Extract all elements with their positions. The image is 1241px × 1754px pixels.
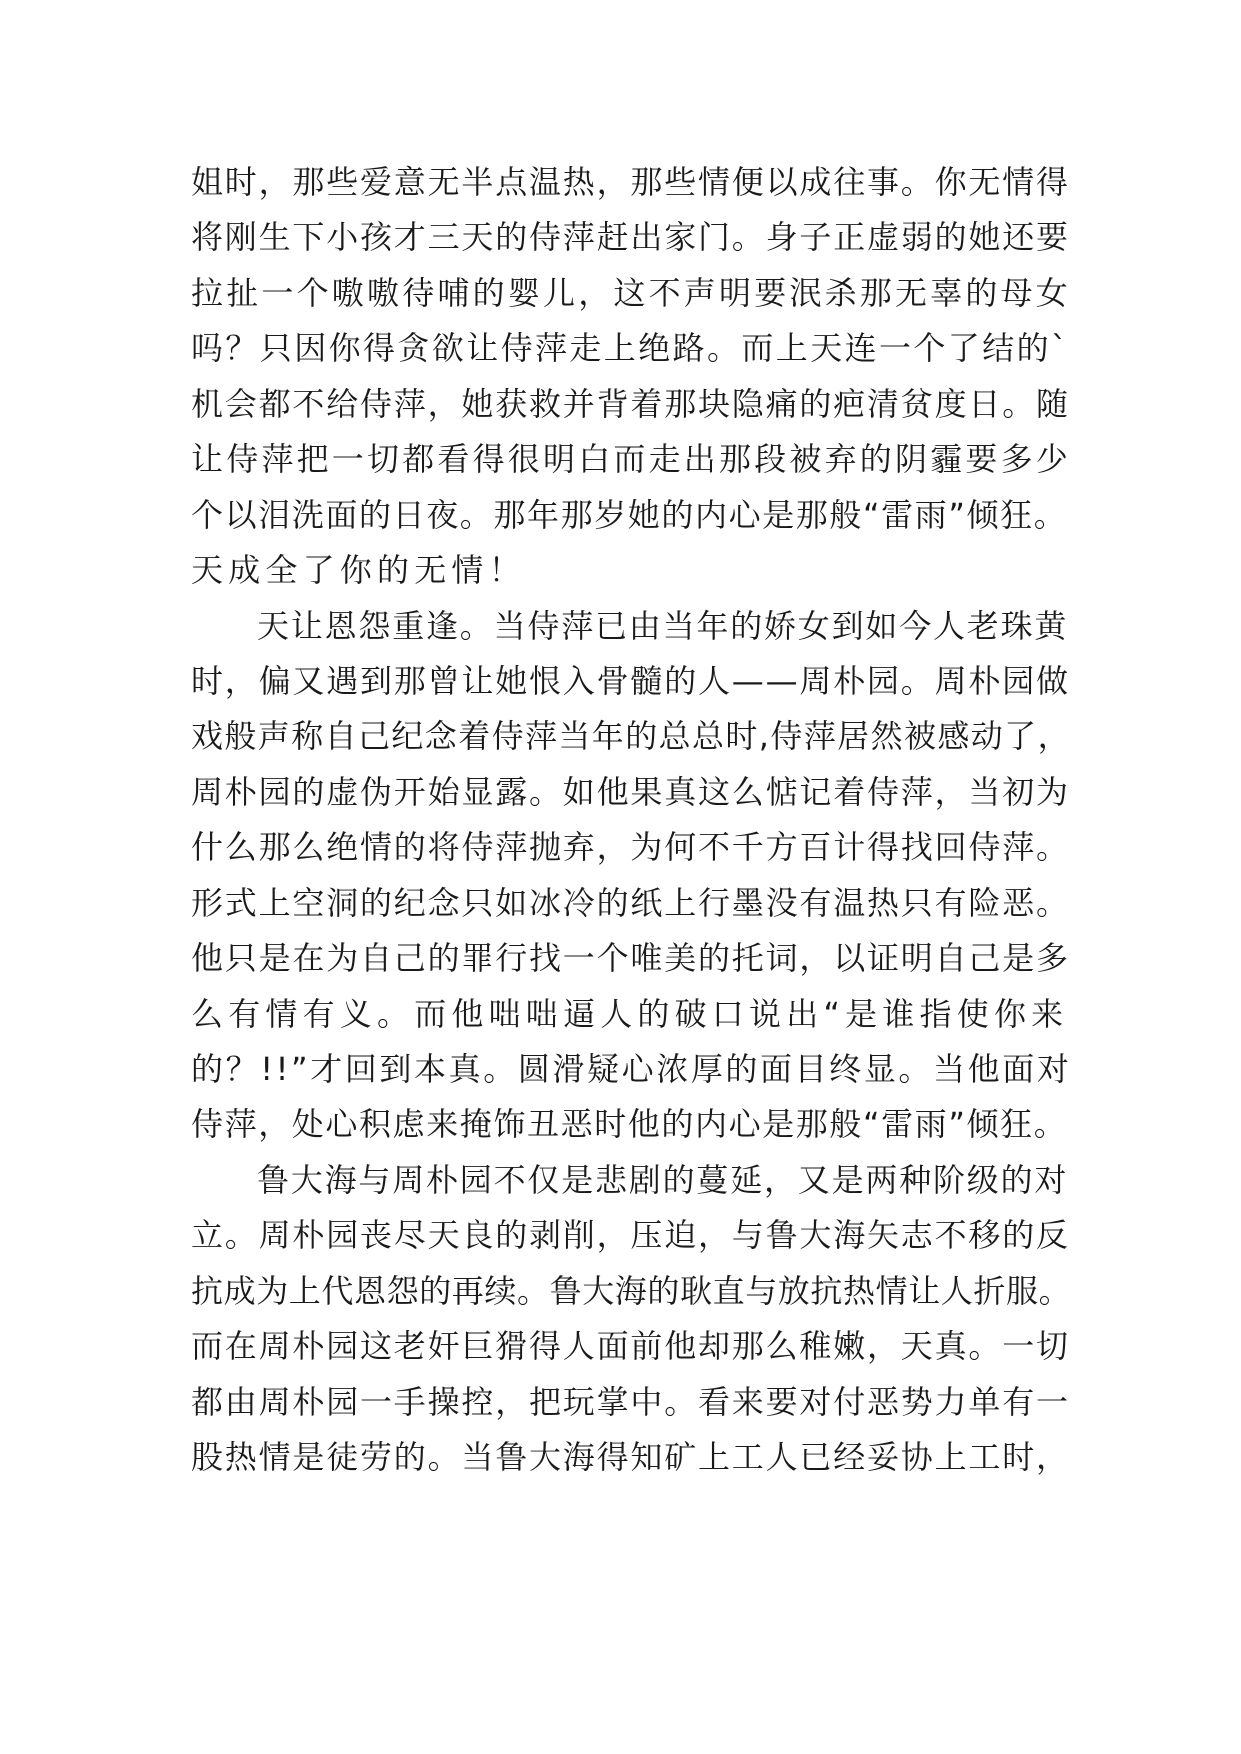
text-line: 他只是在为自己的罪行找一个唯美的托词，以证明自己是多 (191, 939, 1070, 978)
text-line: 个以泪洗面的日夜。那年那岁她的内心是那般“雷雨”倾狂。 (191, 495, 1068, 534)
text-line: 都由周朴园一手操控，把玩掌中。看来要对付恶势力单有一 (191, 1382, 1070, 1421)
text-line: 拉扯一个嗷嗷待哺的婴儿，这不声明要泯杀那无辜的母女 (191, 273, 1072, 312)
text-line: 么有情有义。而他咄咄逼人的破口说出“是谁指使你来 (191, 994, 1069, 1033)
text-line: 吗？只因你得贪欲让侍萍走上绝路。而上天连一个了结的` (191, 329, 1070, 368)
text-line: 而在周朴园这老奸巨猾得人面前他却那么稚嫩，天真。一切 (191, 1327, 1070, 1366)
text-line: 什么那么绝情的将侍萍抛弃，为何不千方百计得找回侍萍。 (191, 828, 1070, 867)
text-line: 天成全了你的无情！ (191, 551, 526, 590)
text-line: 立。周朴园丧尽天良的剥削，压迫，与鲁大海矢志不移的反 (191, 1216, 1070, 1255)
text-line: 抗成为上代恩怨的再续。鲁大海的耿直与放抗热情让人折服。 (191, 1271, 1072, 1310)
body-text (191, 155, 1071, 1486)
text-line: 股热情是徒劳的。当鲁大海得知矿上工人已经妥协上工时， (191, 1438, 1070, 1477)
text-line: 时，偏又遇到那曾让她恨入骨髓的人——周朴园。周朴园做 (191, 661, 1070, 700)
text-line: 戏般声称自己纪念着侍萍当年的总总时,侍萍居然被感动了， (191, 717, 1071, 756)
text-line: 机会都不给侍萍，她获救并背着那块隐痛的疤清贫度日。随 (191, 384, 1070, 423)
text-line: 鲁大海与周朴园不仅是悲剧的蔓延，又是两种阶级的对 (257, 1160, 1069, 1199)
text-line: 天让恩怨重逢。当侍萍已由当年的娇女到如今人老珠黄 (257, 606, 1069, 645)
text-line: 形式上空洞的纪念只如冰冷的纸上行墨没有温热只有险恶。 (191, 883, 1070, 922)
text-line: 周朴园的虚伪开始显露。如他果真这么惦记着侍萍，当初为 (191, 772, 1070, 811)
text-line: 姐时，那些爱意无半点温热，那些情便以成往事。你无情得 (191, 163, 1070, 201)
text-line: 让侍萍把一切都看得很明白而走出那段被弃的阴霾要多少 (191, 440, 1072, 479)
text-line: 的？!!”才回到本真。圆滑疑心浓厚的面目终显。当他面对 (191, 1050, 1072, 1088)
text-line: 侍萍，处心积虑来掩饰丑恶时他的内心是那般“雷雨”倾狂。 (191, 1105, 1068, 1144)
text-line: 将刚生下小孩才三天的侍萍赶出家门。身子正虚弱的她还要 (191, 218, 1070, 257)
